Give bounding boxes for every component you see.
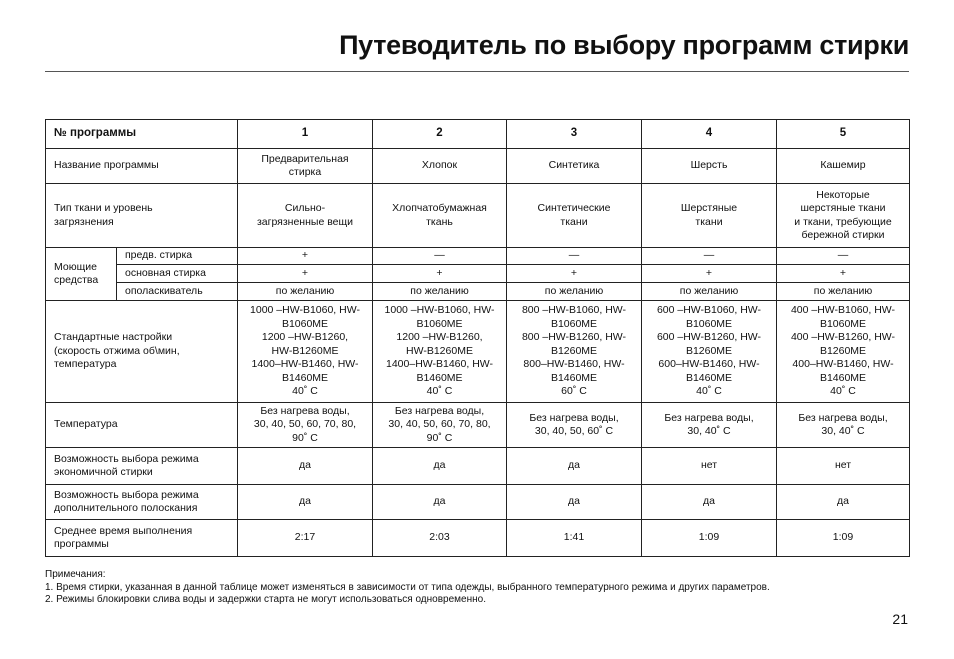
- cell-program-1: Предварительная стирка: [238, 149, 373, 184]
- cell-program-1: да: [238, 448, 373, 485]
- cell-program-3: да: [507, 448, 642, 485]
- cell-program-4: по желанию: [642, 283, 777, 301]
- cell-program-5: 1:09: [777, 520, 910, 557]
- row-label: Тип ткани и уровень загрязнения: [46, 184, 238, 248]
- cell-program-1: Сильно- загрязненные вещи: [238, 184, 373, 248]
- page-number: 21: [892, 611, 908, 627]
- cell-program-5: 400 –HW-B1060, HW- B1060ME 400 –HW-B1260, HW- B1260ME 400–HW-B1460, HW- B1460ME 40˚ C: [777, 301, 910, 403]
- title-divider: [45, 71, 909, 72]
- page-title: Путеводитель по выбору программ стирки: [339, 30, 909, 60]
- cell-program-5: по желанию: [777, 283, 910, 301]
- table-row: [46, 265, 910, 283]
- cell-program-3: да: [507, 485, 642, 520]
- cell-program-2: 2:03: [373, 520, 507, 557]
- table-row: [46, 248, 910, 265]
- cell-program-5: Кашемир: [777, 149, 910, 184]
- cell-program-3: Синтетика: [507, 149, 642, 184]
- row-label: Среднее время выполнения программы: [46, 520, 238, 557]
- cell-program-1: да: [238, 485, 373, 520]
- cell-program-2: —: [373, 248, 507, 265]
- table-row: [46, 485, 910, 520]
- row-label: Название программы: [46, 149, 238, 184]
- note-item: 2. Режимы блокировки слива воды и задержки старта не могут использоваться одновременно.: [45, 594, 486, 605]
- program-number-5: 5: [777, 120, 910, 149]
- program-guide-table: [45, 119, 910, 557]
- cell-program-2: +: [373, 265, 507, 283]
- cell-program-5: нет: [777, 448, 910, 485]
- program-number-2: 2: [373, 120, 507, 149]
- row-label: Моющие средства: [46, 248, 117, 301]
- cell-program-3: —: [507, 248, 642, 265]
- cell-program-4: Шерстяные ткани: [642, 184, 777, 248]
- notes-title: Примечания:: [45, 569, 106, 580]
- cell-program-1: 1000 –HW-B1060, HW- B1060ME 1200 –HW-B1260, HW-B1260ME 1400–HW-B1460, HW- B1460ME 40˚ C: [238, 301, 373, 403]
- cell-program-4: Шерсть: [642, 149, 777, 184]
- cell-program-3: 800 –HW-B1060, HW- B1060ME 800 –HW-B1260, HW- B1260ME 800–HW-B1460, HW- B1460ME 60˚ C: [507, 301, 642, 403]
- cell-program-5: +: [777, 265, 910, 283]
- cell-program-3: Без нагрева воды, 30, 40, 50, 60˚ C: [507, 403, 642, 448]
- cell-program-4: 1:09: [642, 520, 777, 557]
- sub-label: основная стирка: [117, 265, 238, 283]
- table-row: [46, 520, 910, 557]
- row-label: Возможность выбора режима дополнительного полоскания: [46, 485, 238, 520]
- cell-program-1: +: [238, 248, 373, 265]
- cell-program-5: Некоторые шерстяные ткани и ткани, требующие бережной стирки: [777, 184, 910, 248]
- cell-program-3: 1:41: [507, 520, 642, 557]
- table-row: [46, 149, 910, 184]
- table-row: [46, 184, 910, 248]
- cell-program-2: да: [373, 485, 507, 520]
- row-label: Возможность выбора режима экономичной стирки: [46, 448, 238, 485]
- cell-program-3: по желанию: [507, 283, 642, 301]
- cell-program-4: 600 –HW-B1060, HW- B1060ME 600 –HW-B1260, HW- B1260ME 600–HW-B1460, HW- B1460ME 40˚ C: [642, 301, 777, 403]
- notes: [45, 569, 770, 607]
- cell-program-4: нет: [642, 448, 777, 485]
- cell-program-1: 2:17: [238, 520, 373, 557]
- table-row: [46, 403, 910, 448]
- cell-program-4: +: [642, 265, 777, 283]
- cell-program-4: —: [642, 248, 777, 265]
- cell-program-1: по желанию: [238, 283, 373, 301]
- cell-program-5: Без нагрева воды, 30, 40˚ C: [777, 403, 910, 448]
- cell-program-2: 1000 –HW-B1060, HW- B1060ME 1200 –HW-B1260, HW-B1260ME 1400–HW-B1460, HW- B1460ME 40˚ C: [373, 301, 507, 403]
- sub-label: ополаскиватель: [117, 283, 238, 301]
- sub-label: предв. стирка: [117, 248, 238, 265]
- table-row: [46, 448, 910, 485]
- cell-program-2: да: [373, 448, 507, 485]
- note-item: 1. Время стирки, указанная в данной таблице может изменяться в зависимости от типа одежды, выбранного температурного режима и других параметров.: [45, 581, 770, 593]
- cell-program-2: по желанию: [373, 283, 507, 301]
- cell-program-2: Хлопок: [373, 149, 507, 184]
- program-number-3: 3: [507, 120, 642, 149]
- cell-program-4: да: [642, 485, 777, 520]
- table-row: [46, 283, 910, 301]
- program-number-4: 4: [642, 120, 777, 149]
- program-number-1: 1: [238, 120, 373, 149]
- cell-program-2: Без нагрева воды, 30, 40, 50, 60, 70, 80, 90˚ C: [373, 403, 507, 448]
- row-label: Температура: [46, 403, 238, 448]
- cell-program-4: Без нагрева воды, 30, 40˚ C: [642, 403, 777, 448]
- table-row: [46, 301, 910, 403]
- header-row: [46, 120, 910, 149]
- cell-program-3: +: [507, 265, 642, 283]
- cell-program-5: —: [777, 248, 910, 265]
- row-label: Стандартные настройки (скорость отжима об\мин, температура: [46, 301, 238, 403]
- row-label: № программы: [46, 120, 238, 149]
- cell-program-5: да: [777, 485, 910, 520]
- cell-program-1: Без нагрева воды, 30, 40, 50, 60, 70, 80, 90˚ C: [238, 403, 373, 448]
- cell-program-1: +: [238, 265, 373, 283]
- cell-program-2: Хлопчатобумажная ткань: [373, 184, 507, 248]
- cell-program-3: Синтетические ткани: [507, 184, 642, 248]
